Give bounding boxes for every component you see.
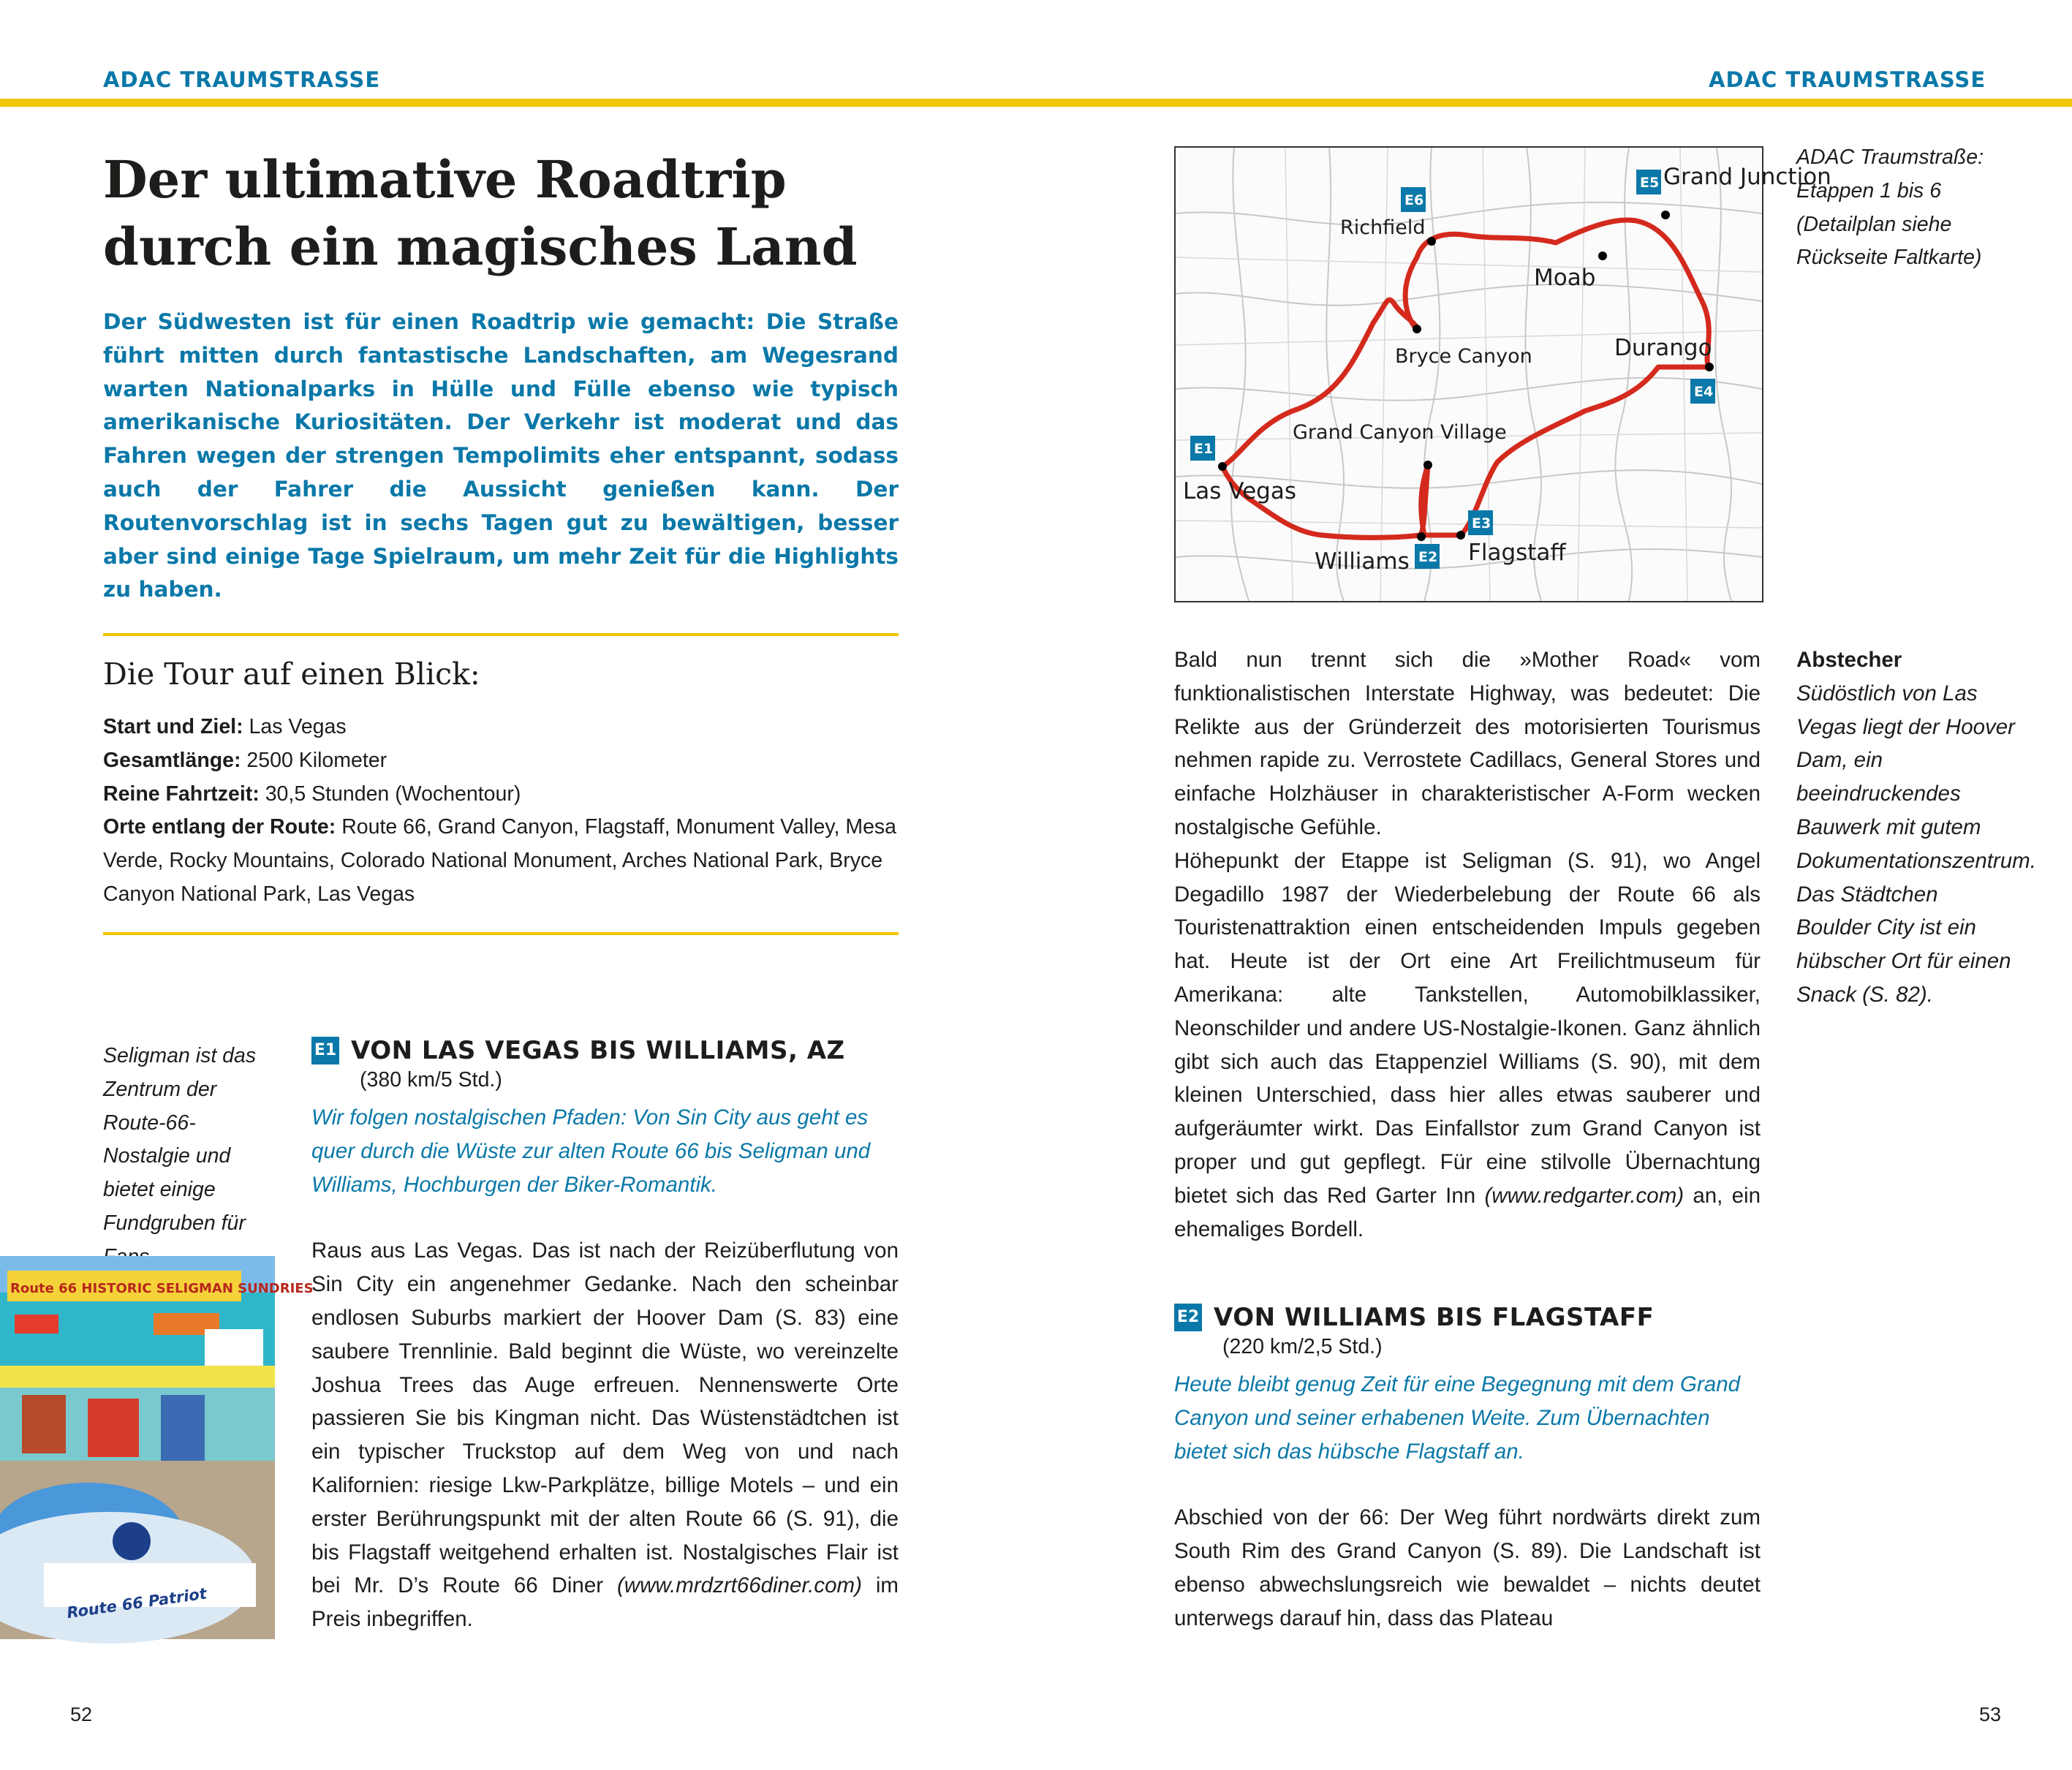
- label-las-vegas: Las Vegas: [1183, 478, 1296, 504]
- label-grand: Grand Junction: [1663, 164, 1831, 190]
- section-e1-subtitle: (380 km/5 Std.): [360, 1068, 502, 1092]
- label-durango: Durango: [1614, 335, 1712, 361]
- section-e2-subtitle: (220 km/2,5 Std.): [1222, 1335, 1383, 1358]
- photo-car-text: Route 66 Patriot: [65, 1584, 208, 1622]
- map-tag-e2: E2: [1418, 549, 1438, 565]
- running-header-left: ADAC TRAUMSTRASSE: [103, 67, 381, 92]
- seligman-photo: [0, 1256, 314, 1639]
- page-number-right: 53: [1979, 1703, 2002, 1725]
- title-line-2: durch ein magisches Land: [103, 216, 858, 277]
- section-e1-title: VON LAS VEGAS BIS WILLIAMS, AZ: [351, 1036, 845, 1065]
- dot-las-vegas: [1218, 462, 1227, 471]
- lead-paragraph: Der Südwesten ist für einen Roadtrip wie gemacht: Die Straße führt mitten durch fantastische Landschaften, am Wegesrand warten Nationalparks in Hülle und Fülle ebenso wie typisch amerikanische Kuriositäten. Der Verkehr ist moderat und das Fahren wegen der strengen Tempolimits eher entspannt, sodass auch der Fahrer die Aussicht genießen kann. Der Routenvorschlag ist in sechs Tagen gut zu bewältigen, besser aber sind einige Tage Spielraum, um mehr Zeit für die Highlights zu haben.: [103, 309, 899, 602]
- photo-sign-text: Route 66 HISTORIC SELIGMAN SUNDRIES: [10, 1281, 314, 1296]
- map-tag-e1: E1: [1194, 441, 1214, 457]
- running-header-right: ADAC TRAUMSTRASSE: [1709, 67, 1986, 92]
- label-bryce: Bryce Canyon: [1395, 345, 1532, 368]
- dot-bryce: [1413, 325, 1421, 333]
- section-e2: [1174, 1303, 1761, 1635]
- dot-durango: [1705, 363, 1714, 371]
- map-tag-e6: E6: [1404, 192, 1424, 208]
- label-flagstaff: Flagstaff: [1468, 540, 1566, 566]
- map-tag-e5: E5: [1640, 175, 1660, 191]
- tour-box-top-rule: [103, 633, 899, 636]
- seligman-photo-illustration: [0, 1256, 314, 1639]
- column2-body: [1174, 643, 1761, 1246]
- map-caption: ADAC Traumstraße: Etappen 1 bis 6 (Detailplan siehe Rückseite Faltkarte): [1796, 145, 1984, 270]
- page-title: [103, 146, 907, 281]
- fact-drivetime: Reine Fahrtzeit: 30,5 Stunden (Wochentour): [103, 782, 521, 806]
- header-rule: [0, 99, 2072, 107]
- label-richfield: Richfield: [1340, 216, 1426, 239]
- page-number-left: 52: [70, 1703, 93, 1725]
- dot-flagstaff: [1456, 531, 1465, 540]
- dot-grand-junction: [1661, 211, 1670, 219]
- stage-tag-e2: E2: [1174, 1304, 1202, 1331]
- tour-box-bottom-rule: [103, 932, 899, 935]
- dot-moab: [1598, 251, 1607, 260]
- tour-box-title: Die Tour auf einen Blick:: [103, 657, 480, 692]
- sidebar-abstecher: [1796, 643, 2036, 1012]
- section-e1-body: Raus aus Las Vegas. Das ist nach der Reizüberflutung von Sin City ein angenehmer Gedanke. Nach den scheinbar endlosen Suburbs markiert der Hoover Dam (S. 83) eine saubere Trennlinie. Bald beginnt die Wüste, wo vereinzelte Joshua Trees das Auge erfreuen. Nennenswerte Orte passieren Sie bis Kingman nicht. Das Wüstenstädtchen ist ein typischer Truckstop auf dem Weg von und nach Kalifornien: riesige Lkw-Parkplätze, billige Motels – und ein erster Berührungspunkt mit der alten Route 66 (S. 91), die bis Flagstaff weitgehend erhalten ist. Nostalgisches Flair ist bei Mr. D’s Route 66 Diner (www.mrdzrt66diner.com) im Preis inbegriffen.: [311, 1238, 899, 1632]
- dot-grand-canyon: [1423, 461, 1432, 469]
- section-e2-intro: Heute bleibt genug Zeit für eine Begegnung mit dem Grand Canyon und seiner erhabenen Weite. Zum Übernachten bietet sich das hübsche Flagstaff an.: [1174, 1372, 1741, 1464]
- section-e2-title: VON WILLIAMS BIS FLAGSTAFF: [1214, 1303, 1655, 1332]
- label-grand-canyon: Grand Canyon Village: [1293, 421, 1507, 444]
- dot-williams: [1417, 532, 1426, 541]
- title-line-1: Der ultimative Roadtrip: [103, 149, 787, 210]
- red-garter-link[interactable]: (www.redgarter.com): [1484, 1183, 1685, 1208]
- fact-start: Start und Ziel: Las Vegas: [103, 715, 347, 738]
- route-map-svg: [1176, 148, 1831, 601]
- section-e1-intro: Wir folgen nostalgischen Pfaden: Von Sin City aus geht es quer durch die Wüste zur alten Route 66 bis Seligman und Williams, Hochburgen der Biker-Romantik.: [311, 1105, 871, 1197]
- sidebar-text: Südöstlich von Las Vegas liegt der Hoover Dam, ein beeindruckendes Bauwerk mit gutem Dokumentationszentrum. Das Städtchen Boulder City ist ein hübscher Ort für einen Snack (S. 82).: [1796, 681, 2036, 1007]
- section-e1: [311, 1036, 899, 1636]
- label-moab: Moab: [1534, 265, 1596, 291]
- sidebar-title: Abstecher: [1796, 648, 1902, 672]
- dot-richfield: [1427, 237, 1436, 246]
- diner-link[interactable]: (www.mrdzrt66diner.com): [616, 1573, 862, 1598]
- column2-paragraph-2: Höhepunkt der Etappe ist Seligman (S. 91), wo Angel Degadillo 1987 der Wiederbelebung der Route 66 als Touristenattraktion einen entscheidenden Impuls gegeben hat. Heute ist der Ort eine Art Freilichtmuseum für Amerikana: alte Tankstellen, Automobilklassiker, Neonschilder und andere US-Nostalgie-Ikonen. Ganz ähnlich gibt sich auch das Etappenziel Williams (S. 90), mit dem kleinen Unterschied, dass hier alles etwas sauberer und aufgeräumter wirkt. Das Einfallstor zum Grand Canyon ist proper und gut gepflegt. Für eine stilvolle Übernachtung bietet sich das Red Garter Inn (www.redgarter.com) an, ein ehemaliges Bordell.: [1174, 848, 1761, 1241]
- route-map: [1174, 146, 1831, 602]
- stage-tag-e1: E1: [311, 1037, 339, 1064]
- fact-length: Gesamtlänge: 2500 Kilometer: [103, 748, 387, 772]
- column2-paragraph-1: Bald nun trennt sich die »Mother Road« vom funktionalistischen Interstate Highway, was bedeutet: Die Relikte aus der Gründerzeit des motorisierten Tourismus nehmen rapide zu. Verrostete Cadillacs, General Stores und einfache Holzhäuser in charakteristischer A-Form wecken nostalgische Gefühle.: [1174, 648, 1761, 839]
- tour-facts: [103, 711, 899, 912]
- photo-caption: Seligman ist das Zentrum der Route-66-Nostalgie und bietet einige Fundgruben für: [103, 1044, 257, 1235]
- fact-places: Orte entlang der Route: Route 66, Grand Canyon, Flagstaff, Monument Valley, Mesa Verde, Rocky Mountains, Colorado National Monument, Arches National Park, Bryce Canyon National Park, Las Vegas: [103, 815, 897, 906]
- map-tag-e4: E4: [1694, 384, 1714, 400]
- label-williams: Williams: [1315, 548, 1410, 575]
- map-tag-e3: E3: [1472, 515, 1491, 532]
- section-e2-body: Abschied von der 66: Der Weg führt nordwärts direkt zum South Rim des Grand Canyon (S. 89). Die Landschaft ist ebenso abwechslungsreich wie bewaldet – nichts deutet unterwegs darauf hin, dass das Plateau: [1174, 1505, 1761, 1630]
